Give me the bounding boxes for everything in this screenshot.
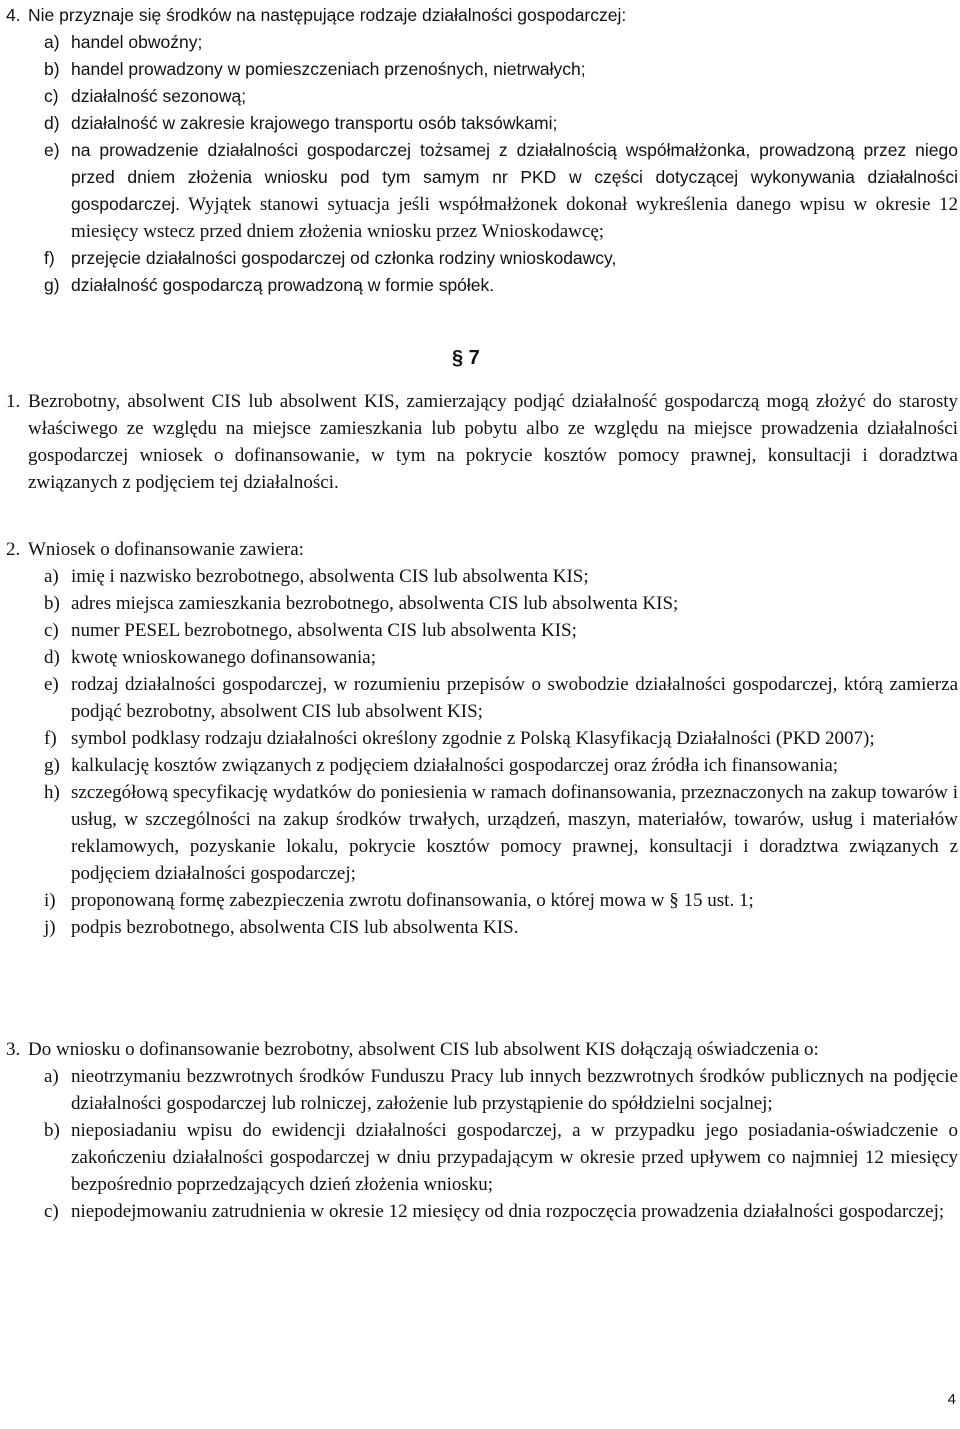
paragraph-intro: Do wniosku o dofinansowanie bezrobotny, absolwent CIS lub absolwent KIS dołączają oświadczenia o: (28, 1039, 819, 1060)
paragraph-4 (6, 2, 958, 299)
list-marker: c) (44, 1201, 59, 1222)
paragraph-number: 4. (6, 5, 21, 25)
paragraph-intro: Wniosek o dofinansowanie zawiera: (28, 539, 304, 560)
paragraph-number: 1. (6, 391, 21, 412)
paragraph-2 (6, 536, 958, 941)
list-marker: e) (44, 674, 59, 695)
list-item (44, 752, 958, 779)
paragraph-number: 2. (6, 539, 21, 560)
paragraph-3-row (6, 1036, 958, 1063)
list-item-text: szczegółową specyfikację wydatków do poniesienia w ramach dofinansowania, przeznaczonych na zakup towarów i usług, w szczególności na zakup środków trwałych, urządzeń, maszyn, materiałów, towarów, usług i materiałów reklamowych, pozyskanie lokalu, pokrycie kosztów pomocy prawnej, konsultacji i doradztwa związanych z podjęciem działalności gospodarczej; (71, 782, 958, 884)
list-item (44, 779, 958, 887)
list-marker: b) (44, 59, 60, 79)
list-marker: c) (44, 620, 59, 641)
list-item (44, 137, 958, 245)
list-item-text: imię i nazwisko bezrobotnego, absolwenta CIS lub absolwenta KIS; (71, 566, 589, 587)
list (44, 1063, 958, 1225)
list-item-text (71, 137, 958, 245)
paragraph-number: 3. (6, 1039, 21, 1060)
paragraph-4-row (6, 2, 958, 29)
list-item (44, 29, 958, 56)
list-marker: j) (44, 917, 56, 938)
list-item-text: adres miejsca zamieszkania bezrobotnego, absolwenta CIS lub absolwenta KIS; (71, 593, 679, 614)
list-item (44, 83, 958, 110)
paragraph-text: Bezrobotny, absolwent CIS lub absolwent KIS, zamierzający podjąć działalność gospodarczą mogą złożyć do starosty właściwego ze względu na miejsce zamieszkania lub pobytu albo ze względu na miejsce prowadzenia działalności gospodarczej wniosek o dofinansowanie, w tym na pokrycie kosztów pomocy prawnej, konsultacji i doradztwa związanych z podjęciem tej działalności. (28, 391, 958, 493)
list-item-text: niepodejmowaniu zatrudnienia w okresie 12 miesięcy od dnia rozpoczęcia prowadzenia działalności gospodarczej; (71, 1201, 945, 1222)
list-item (44, 245, 958, 272)
list-item (44, 56, 958, 83)
list-item-text: kwotę wnioskowanego dofinansowania; (71, 647, 376, 668)
list-item-text: numer PESEL bezrobotnego, absolwenta CIS lub absolwenta KIS; (71, 620, 577, 641)
list-item (44, 272, 958, 299)
list-item-text: działalność gospodarczą prowadzoną w formie spółek. (71, 275, 495, 295)
section-heading: § 7 (452, 347, 480, 369)
list-marker: i) (44, 890, 56, 911)
list-marker: a) (44, 566, 59, 587)
list-item (44, 617, 958, 644)
list-marker: a) (44, 1066, 59, 1087)
list-marker: b) (44, 593, 60, 614)
list-marker: g) (44, 275, 60, 295)
list-marker: e) (44, 140, 60, 160)
list (44, 29, 958, 299)
list-marker: d) (44, 113, 60, 133)
list-item (44, 1117, 958, 1198)
list-item-text: działalność sezonową; (71, 86, 247, 106)
list-item-text: handel prowadzony w pomieszczeniach przenośnych, nietrwałych; (71, 59, 586, 79)
list-item-text-part2: Wyjątek stanowi sytuacja jeśli współmałżonek dokonał wykreślenia danego wpisu w okresie 12 miesięcy wstecz przed dniem złożenia wniosku przez Wnioskodawcę; (71, 194, 958, 242)
list-item (44, 563, 958, 590)
list-marker: a) (44, 32, 60, 52)
list-item-text-part1: na prowadzenie działalności gospodarczej tożsamej z działalnością współmałżonka, prowadzoną przez niego przed dniem złożenia wniosku pod tym samym nr PKD w części dotyczącej wykonywania działalności gospodarczej. (71, 140, 958, 214)
list-item-text: kalkulację kosztów związanych z podjęciem działalności gospodarczej oraz źródła ich finansowania; (71, 755, 839, 776)
list-marker: g) (44, 755, 60, 776)
list-item-text: działalność w zakresie krajowego transportu osób taksówkami; (71, 113, 558, 133)
list-marker: f) (44, 728, 57, 749)
list-marker: b) (44, 1120, 60, 1141)
list-marker: c) (44, 86, 59, 106)
list-item-text: rodzaj działalności gospodarczej, w rozumieniu przepisów o swobodzie działalności gospodarczej, którą zamierza podjąć bezrobotny, absolwent CIS lub absolwent KIS; (71, 674, 958, 722)
paragraph-intro: Nie przyznaje się środków na następujące rodzaje działalności gospodarczej: (28, 5, 627, 25)
list-marker: f) (44, 248, 55, 268)
list-item-text: nieotrzymaniu bezzwrotnych środków Funduszu Pracy lub innych bezzwrotnych środków publicznych na podjęcie działalności gospodarczej lub rolniczej, założenie lub przystąpienie do spółdzielni socjalnej; (71, 1066, 958, 1114)
list-marker: h) (44, 782, 60, 803)
list-item-text: nieposiadaniu wpisu do ewidencji działalności gospodarczej, a w przypadku jego posiadania-oświadczenie o zakończeniu działalności gospodarczej w dniu przypadającym w okresie przed upływem co najmniej 12 miesięcy bezpośrednio poprzedzających dzień złożenia wniosku; (71, 1120, 958, 1195)
list-item (44, 1063, 958, 1117)
list-marker: d) (44, 647, 60, 668)
paragraph-2-row (6, 536, 958, 563)
list-item (44, 1198, 958, 1225)
list-item-text: handel obwoźny; (71, 32, 203, 52)
list (44, 563, 958, 941)
list-item-text: przejęcie działalności gospodarczej od członka rodziny wnioskodawcy, (71, 248, 617, 268)
list-item (44, 914, 958, 941)
paragraph-1 (6, 388, 958, 496)
paragraph-1-row (6, 388, 958, 496)
page-number: 4 (947, 1391, 956, 1408)
list-item-text: podpis bezrobotnego, absolwenta CIS lub absolwenta KIS. (71, 917, 519, 938)
list-item-text: proponowaną formę zabezpieczenia zwrotu dofinansowania, o której mowa w § 15 ust. 1; (71, 890, 754, 911)
paragraph-3 (6, 1036, 958, 1225)
list-item (44, 590, 958, 617)
list-item-text: symbol podklasy rodzaju działalności określony zgodnie z Polską Klasyfikacją Działalności (PKD 2007); (71, 728, 875, 749)
list-item (44, 887, 958, 914)
list-item (44, 644, 958, 671)
list-item (44, 110, 958, 137)
list-item (44, 725, 958, 752)
list-item (44, 671, 958, 725)
